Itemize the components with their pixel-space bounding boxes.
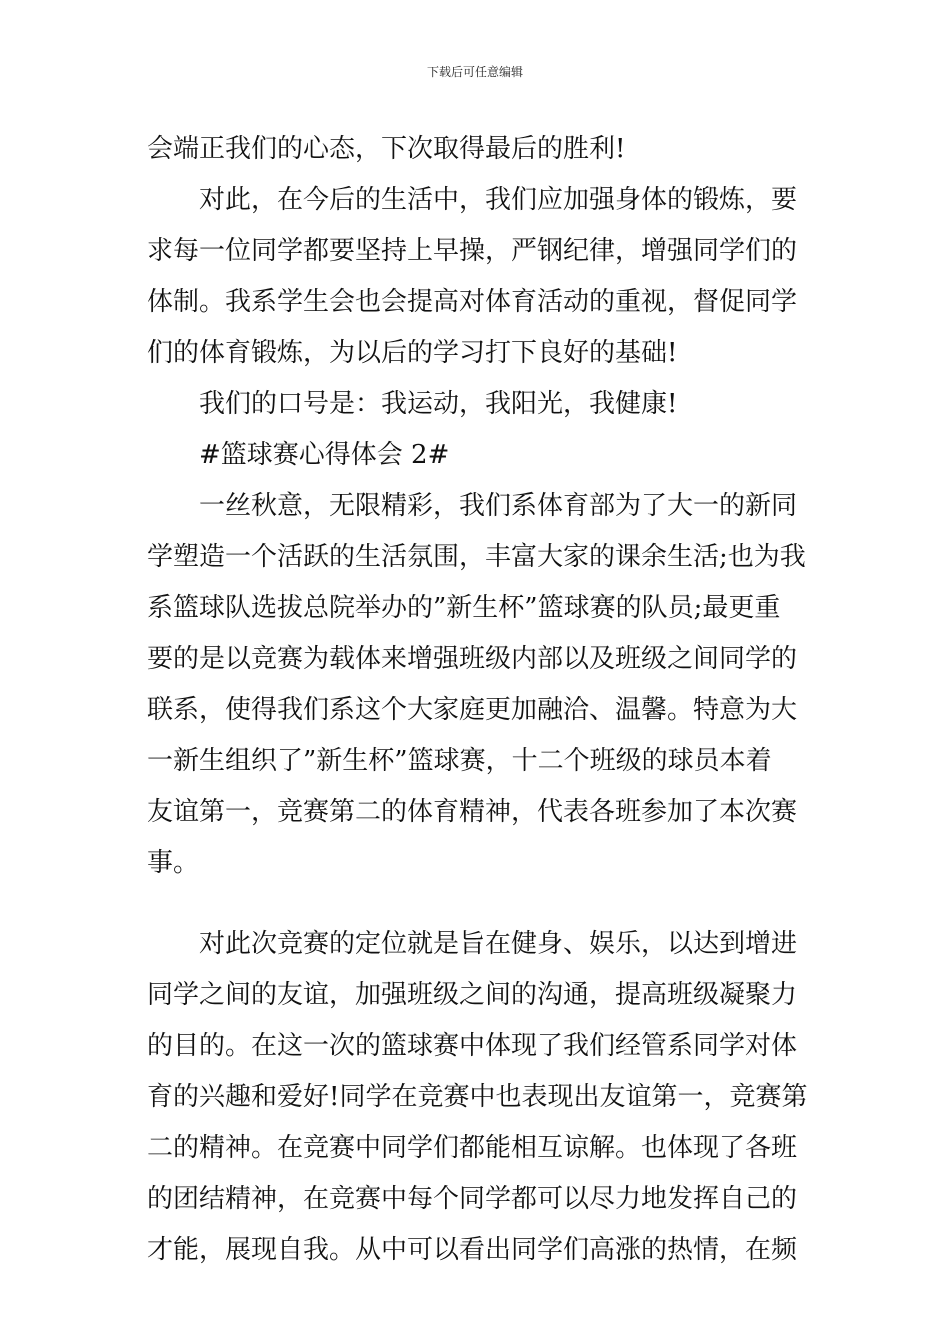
text-line: 的目的。在这一次的篮球赛中体现了我们经管系同学对体 <box>147 1031 798 1061</box>
paragraph <box>147 124 807 175</box>
text-line: 联系，使得我们系这个大家庭更加融洽、温馨。特意为大 <box>147 695 798 725</box>
page-header: 下载后可任意编辑 <box>426 65 523 79</box>
text-line: 才能，展现自我。从中可以看出同学们高涨的热情，在频 <box>147 1235 798 1265</box>
text-line: 体制。我系学生会也会提高对体育活动的重视，督促同学 <box>147 287 798 317</box>
paragraph <box>147 481 807 889</box>
text-line: 一丝秋意，无限精彩，我们系体育部为了大一的新同 <box>199 491 798 521</box>
text-line: 友谊第一，竞赛第二的体育精神，代表各班参加了本次赛 <box>147 797 798 827</box>
text-line: 育的兴趣和爱好!同学在竞赛中也表现出友谊第一，竞赛第 <box>147 1082 807 1112</box>
paragraph <box>147 175 807 379</box>
paragraph-gap <box>147 889 807 919</box>
text-line: 会端正我们的心态，下次取得最后的胜利! <box>147 134 626 164</box>
text-line: 们的体育锻炼，为以后的学习打下良好的基础! <box>147 338 678 368</box>
paragraph <box>147 379 807 430</box>
text-line: 求每一位同学都要坚持上早操，严钢纪律，增强同学们的 <box>147 236 798 266</box>
text-line: 一新生组织了”新生杯”篮球赛，十二个班级的球员本着 <box>147 746 772 776</box>
text-line: 对此，在今后的生活中，我们应加强身体的锻炼，要 <box>199 185 798 215</box>
text-line: 对此次竞赛的定位就是旨在健身、娱乐，以达到增进 <box>199 929 798 959</box>
text-line: 的团结精神，在竞赛中每个同学都可以尽力地发挥自己的 <box>147 1184 798 1214</box>
paragraph <box>147 919 807 1276</box>
text-line: 二的精神。在竞赛中同学们都能相互谅解。也体现了各班 <box>147 1133 798 1163</box>
text-line: 同学之间的友谊，加强班级之间的沟通，提高班级凝聚力 <box>147 980 798 1010</box>
text-line: 系篮球队选拔总院举办的”新生杯”篮球赛的队员;最更重 <box>147 593 781 623</box>
text-line: 事。 <box>147 848 200 878</box>
text-line: #篮球赛心得体会 2# <box>199 440 450 470</box>
text-line: 学塑造一个活跃的生活氛围，丰富大家的课余生活;也为我 <box>147 542 806 572</box>
text-line: 要的是以竞赛为载体来增强班级内部以及班级之间同学的 <box>147 644 798 674</box>
document-body <box>147 124 807 1276</box>
paragraph <box>147 430 807 481</box>
text-line: 我们的口号是：我运动，我阳光，我健康! <box>199 389 678 419</box>
